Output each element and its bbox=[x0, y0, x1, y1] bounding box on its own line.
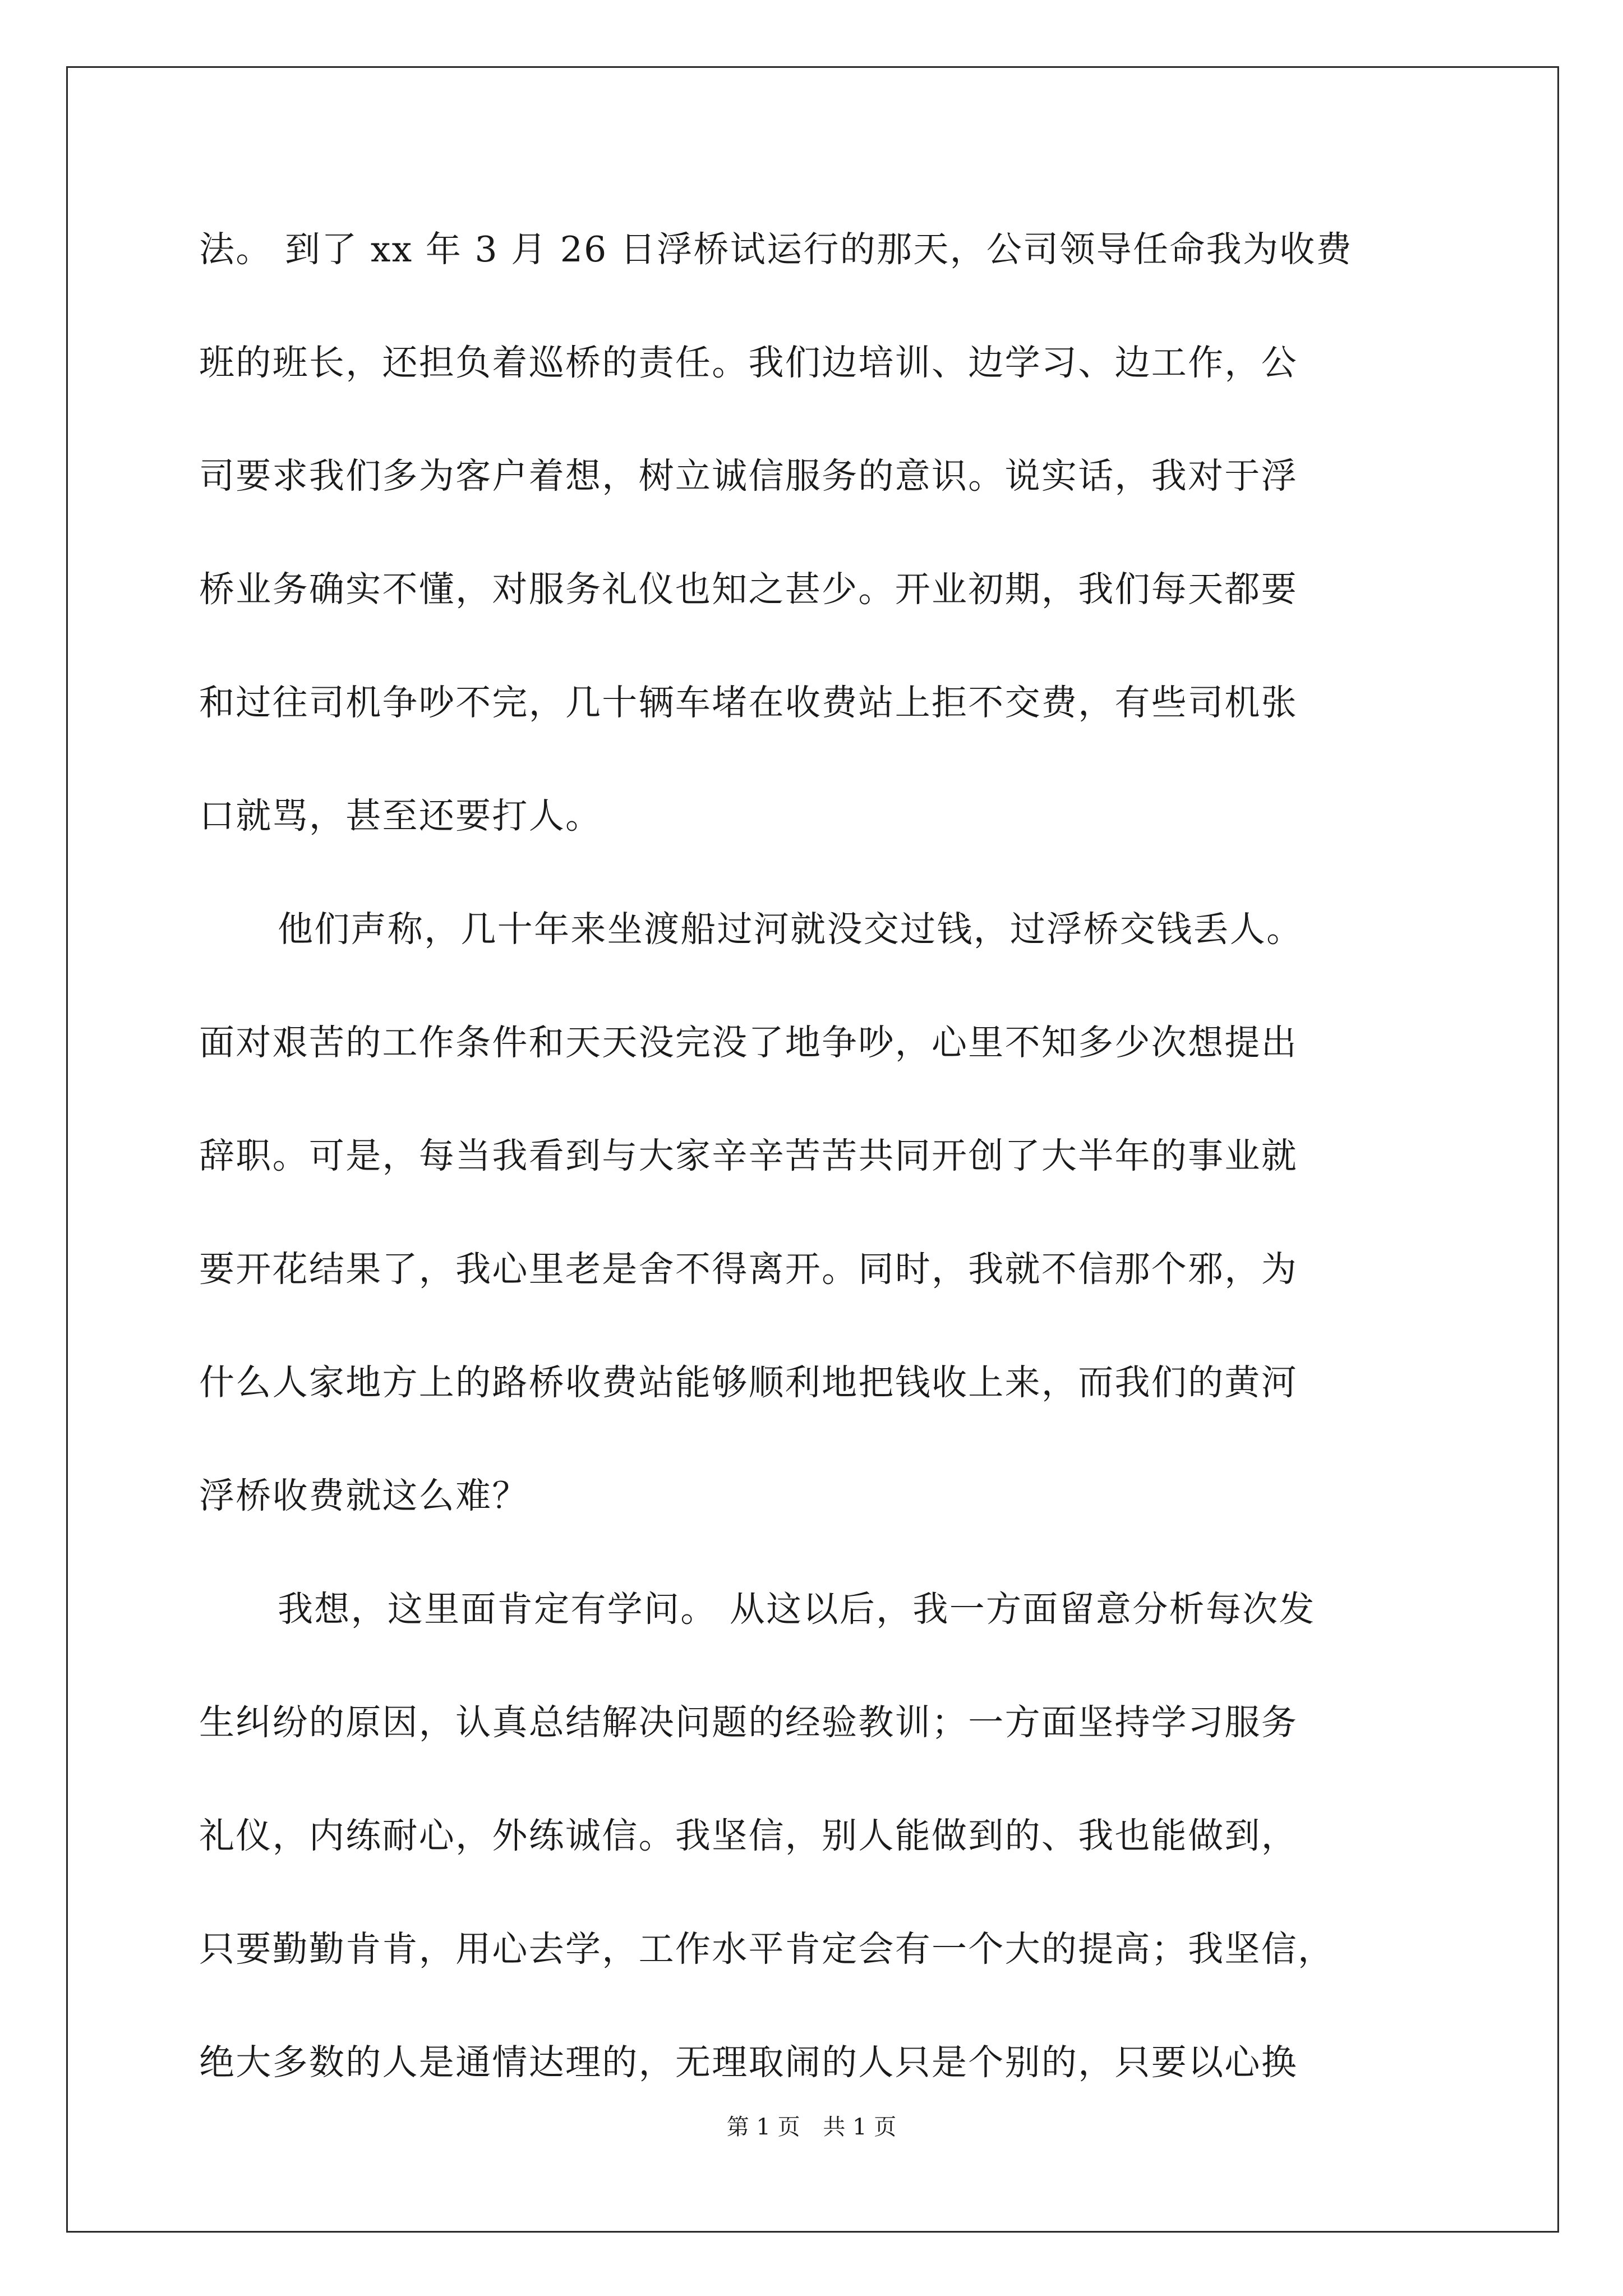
text-line: 面对艰苦的工作条件和天天没完没了地争吵，心里不知多少次想提出 bbox=[199, 1022, 1298, 1063]
text-line: 要开花结果了，我心里老是舍不得离开。同时，我就不信那个邪，为 bbox=[199, 1249, 1298, 1290]
text-line: 桥业务确实不懂，对服务礼仪也知之甚少。开业初期，我们每天都要 bbox=[199, 569, 1298, 610]
text-line: 司要求我们多为客户着想，树立诚信服务的意识。说实话，我对于浮 bbox=[199, 455, 1298, 496]
text-line: 口就骂，甚至还要打人。 bbox=[199, 795, 602, 836]
text-line: 辞职。可是，每当我看到与大家辛辛苦苦共同开创了大半年的事业就 bbox=[199, 1135, 1298, 1176]
text-line: 浮桥收费就这么难？ bbox=[199, 1475, 529, 1516]
page-total: 共 1 页 bbox=[823, 2114, 897, 2140]
text-line: 生纠纷的原因，认真总结解决问题的经验教训；一方面坚持学习服务 bbox=[199, 1702, 1298, 1743]
text-line: 和过往司机争吵不完，几十辆车堵在收费站上拒不交费，有些司机张 bbox=[199, 682, 1298, 723]
text-line: 什么人家地方上的路桥收费站能够顺利地把钱收上来，而我们的黄河 bbox=[199, 1362, 1298, 1403]
text-line: 班的班长，还担负着巡桥的责任。我们边培训、边学习、边工作，公 bbox=[199, 342, 1298, 383]
text-line: 礼仪，内练耐心，外练诚信。我坚信，别人能做到的、我也能做到， bbox=[199, 1815, 1298, 1856]
text-line: 我想，这里面肯定有学问。 从这以后，我一方面留意分析每次发 bbox=[278, 1589, 1316, 1630]
text-line: 绝大多数的人是通情达理的，无理取闹的人只是个别的，只要以心换 bbox=[199, 2042, 1298, 2083]
page-footer bbox=[0, 2109, 1623, 2141]
text-line: 法。 到了 xx 年 3 月 26 日浮桥试运行的那天，公司领导任命我为收费 bbox=[199, 229, 1353, 270]
text-line: 只要勤勤肯肯，用心去学，工作水平肯定会有一个大的提高；我坚信， bbox=[199, 1929, 1335, 1970]
text-line: 他们声称，几十年来坐渡船过河就没交过钱，过浮桥交钱丢人。 bbox=[278, 909, 1303, 950]
page-number: 第 1 页 bbox=[726, 2114, 800, 2140]
